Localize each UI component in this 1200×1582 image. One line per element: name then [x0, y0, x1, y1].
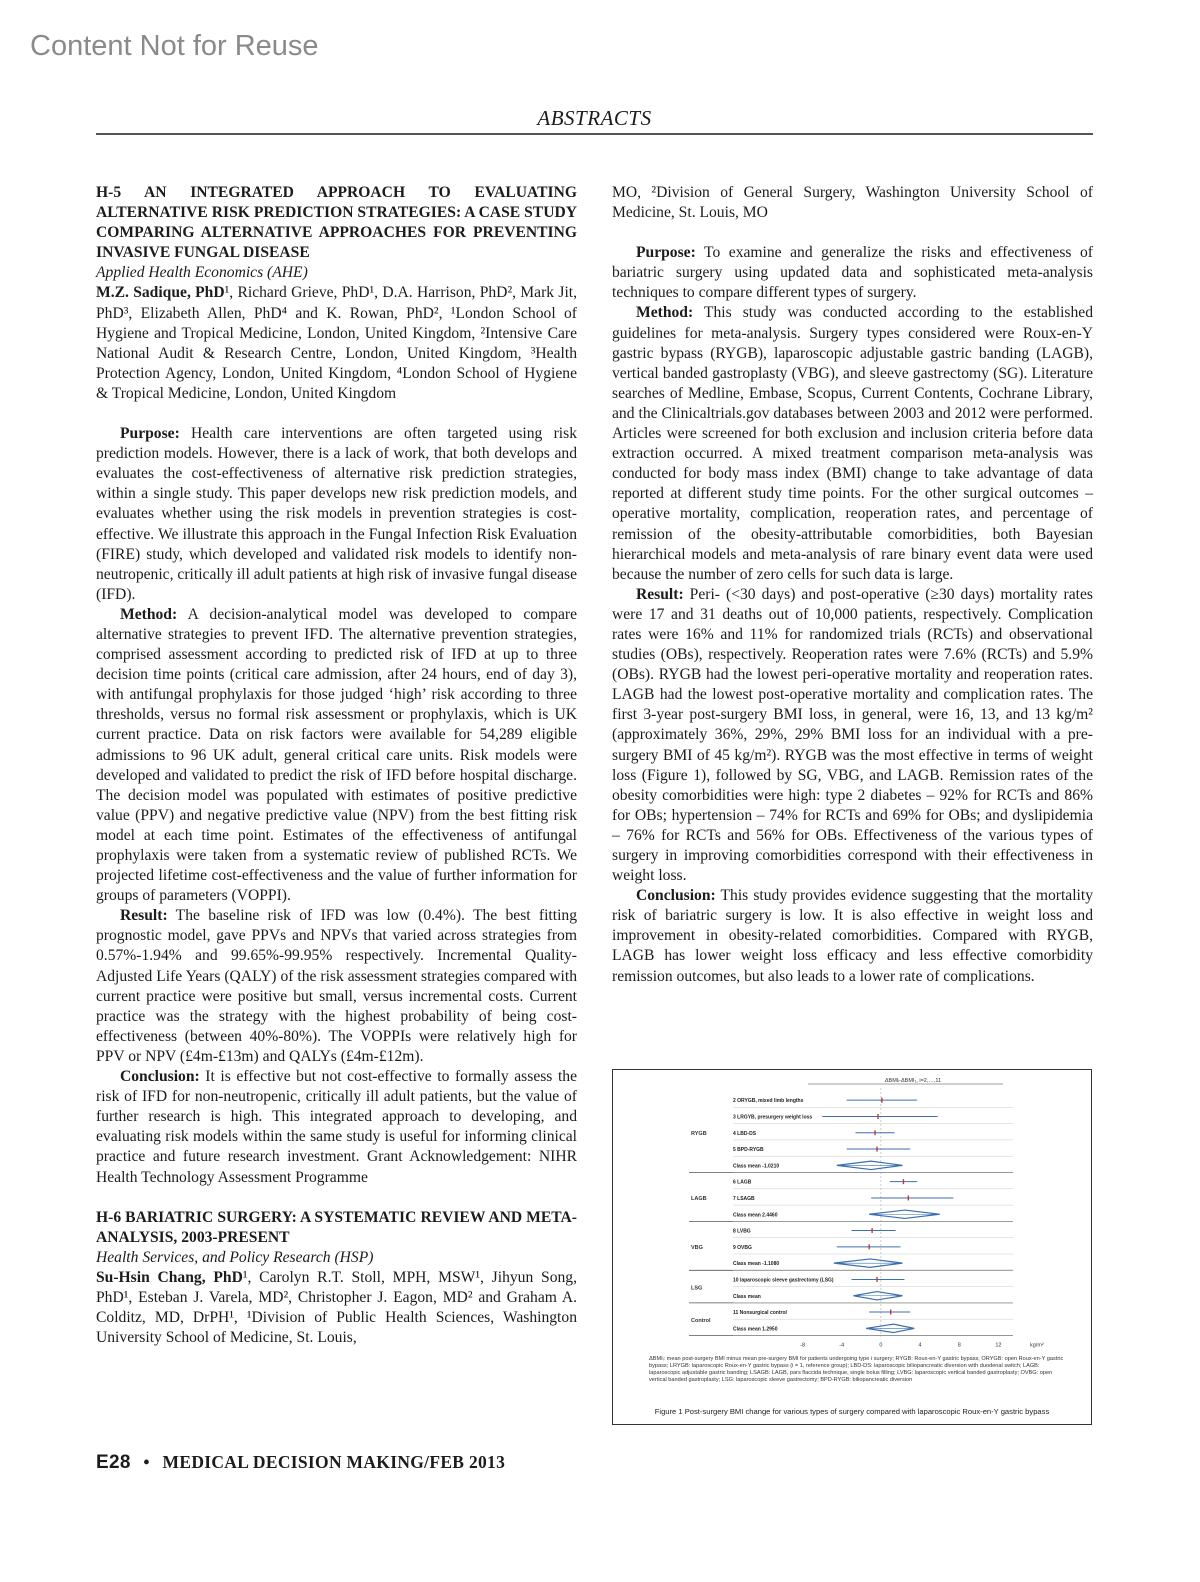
- left-column: [96, 183, 577, 1348]
- group-label: LSG: [691, 1285, 703, 1292]
- group-label: RYGB: [691, 1130, 707, 1137]
- row-label: Class mean -1.1080: [733, 1261, 780, 1268]
- abstract-h6-author-list: ¹, Carolyn R.T. Stoll, MPH, MSW¹, Jihyun Song, PhD¹, Esteban J. Varela, MD², Christopher J. Eagon, MD² and Graham A. Colditz, MD, DrPH¹, ¹Division of Public Health Sciences, Washington University School of Medicine, St. Louis,: [96, 1268, 577, 1347]
- forest-rows: [689, 1088, 1013, 1337]
- purpose-label: Purpose:: [636, 244, 696, 262]
- x-axis: [800, 1343, 1044, 1349]
- row-label: 10 laparoscopic sleeve gastrectomy (LSG): [733, 1277, 834, 1284]
- row-label: Class mean 2.4460: [733, 1212, 778, 1219]
- abstract-h5-conclusion: [96, 1067, 577, 1188]
- figure-1: [612, 1069, 1092, 1425]
- row-label: 2 ORYGB, mixed limb lengths: [733, 1098, 804, 1105]
- row-label: 9 OVBG: [733, 1244, 752, 1251]
- x-tick-label: -8: [800, 1342, 806, 1349]
- footer-bullet: •: [143, 1452, 150, 1472]
- purpose-text: Health care interventions are often targeted using risk prediction models. However, there is a lack of work, that both develops and evaluates the cost-effectiveness of alternative risk prediction strategies, within a single study. This paper develops new risk prediction models, and evaluates whether using the risk models in prevention strategies is cost-effective. We illustrate this approach in the Fungal Infection Risk Evaluation (FIRE) study, which developed and validated risk models to identify non-neutropenic, critically ill adult patients at high risk of invasive fungal disease (IFD).: [96, 425, 577, 603]
- method-label: Method:: [636, 304, 694, 322]
- abstract-h6-affiliation-continued: MO, ²Division of General Surgery, Washington University School of Medicine, St. Louis, MO: [612, 184, 1093, 222]
- method-text: A decision-analytical model was developed to compare alternative strategies to prevent IFD. The alternative prevention strategies, comprised assessment according to predicted risk of IFD at up to three decision time points (critical care admission, after 24 hours, end of day 3), with antifungal prophylaxis for those judged ‘high’ risk according to three thresholds, versus no formal risk assessment or prophylaxis, which is UK current practice. Data on risk factors were available for 54,289 eligible admissions to 96 UK adult, general critical care units. Risk models were developed and validated to predict the risk of IFD before hospital discharge. The decision model was populated with estimates of positive predictive value (PPV) and negative predictive value (NPV) from the best fitting risk model at each time point. Estimates of the effectiveness of antifungal prophylaxis were taken from a systematic review of published RCTs. We projected lifetime cost-effectiveness and the value of further information for groups of parameters (VOPPI).: [96, 605, 577, 905]
- group-label: VBG: [691, 1244, 703, 1251]
- header-rule: [96, 133, 1093, 135]
- row-label: Class mean: [733, 1293, 761, 1300]
- purpose-label: Purpose:: [120, 425, 180, 443]
- running-head: ABSTRACTS: [537, 106, 652, 130]
- purpose-text: To examine and generalize the risks and effectiveness of bariatric surgery using updated data and sophisticated meta-analysis techniques to compare different types of surgery.: [612, 244, 1093, 302]
- abstract-h6-conclusion: [612, 886, 1093, 986]
- figure-caption: Figure 1 Post-surgery BMI change for various types of surgery compared with laparoscopic Roux-en-Y gastric bypass: [654, 1407, 1050, 1416]
- conclusion-label: Conclusion:: [120, 1068, 200, 1086]
- x-tick-label: 8: [957, 1342, 961, 1349]
- x-tick-label: 4: [918, 1342, 922, 1349]
- conclusion-label: Conclusion:: [636, 887, 716, 905]
- figure-legend-note: ΔBMIᵢ: mean post-surgery BMI minus mean pre-surgery BMI for patients undergoing type i surgery; RYGB: Roux-en-Y gastric bypass; ORYGB: open Roux-en-Y gastric bypass; LRYGB: laparoscopic Roux-en-Y gastric bypass (i = 1, reference group); LBD-DS: laparoscopic biliopancreatic diversion with duodenal switch; LAGB: laparoscopic adjustable gastric banding; LSAGB: LAGB, pars flaccida technique, single bolus filling; LVBG: laparoscopic vertical banded gastroplasty; OVBG: open vertical banded gastroplasty; LSG: laparoscopic sleeve gastrectomy; BPD-RYGB: biliopancreatic diversion: [649, 1356, 1064, 1383]
- abstract-h5-result: [96, 906, 577, 1067]
- row-label: 4 LBD-DS: [733, 1130, 757, 1137]
- conclusion-text: This study provides evidence suggesting that the mortality risk of bariatric surgery is low. It is also effective in weight loss and improvement in obesity-related comorbidities. Compared with RYGB, LAGB has lower weight loss efficacy and less effective comorbidity remission outcomes, but also leads to a lower rate of complications.: [612, 887, 1093, 985]
- x-tick-label: -4: [839, 1342, 845, 1349]
- row-label: 11 Nonsurgical control: [733, 1310, 787, 1317]
- abstract-h5-method: [96, 605, 577, 906]
- result-text: The baseline risk of IFD was low (0.4%). The best fitting prognostic model, gave PPVs and NPVs that varied across strategies from 0.57%-1.94% and 99.65%-99.95% respectively. Incremental Quality-Adjusted Life Years (QALY) of the risk assessment strategies compared with current practice were positive but small, versus incremental costs. Current practice was the strategy with the highest probability of being cost-effectiveness (between 40%-80%). The VOPPIs were relatively high for PPV or NPV (£4m-£13m) and QALYs (£4m-£12m).: [96, 907, 577, 1065]
- abstract-h5-purpose: [96, 424, 577, 605]
- result-text: Peri- (<30 days) and post-operative (≥30 days) mortality rates were 17 and 31 deaths out of 10,000 patients, respectively. Complication rates were 16% and 11% for randomized trials (RCTs) and observational studies (OBs), respectively. Reoperation rates were 7.6% (RCTs) and 5.9% (OBs). RYGB had the lowest peri-operative mortality and reoperation rates. LAGB had the lowest post-operative mortality and complication rates. The first 3-year post-surgery BMI loss, in general, were 16, 13, and 13 kg/m² (approximately 36%, 29%, 29% BMI loss for an individual with a pre-surgery BMI of 45 kg/m²). RYGB was the most effective in terms of weight loss (Figure 1), followed by SG, VBG, and LAGB. Remission rates of the obesity comorbidities were high: type 2 diabetes – 92% for RCTs and 86% for OBs; hypertension – 74% for RCTs and 69% for OBs; and dyslipidemia – 76% for RCTs and 56% for OBs. Effectiveness of the various types of surgery in improving comorbidities correspond with their effectiveness in weight loss.: [612, 585, 1093, 885]
- method-text: This study was conducted according to the established guidelines for meta-analysis. Surgery types considered were Roux-en-Y gastric bypass (RYGB), laparoscopic adjustable gastric banding (LAGB), vertical banded gastroplasty (VBG), and sleeve gastrectomy (SG). Literature searches of Medline, Embase, Scopus, Current Contents, Cochrane Library, and the Clinicaltrials.gov databases between 2003 and 2012 were performed. Articles were screened for both exclusion and inclusion criteria before data extraction occurred. A mixed treatment comparison meta-analysis was conducted for body mass index (BMI) change to take advantage of data reported at different study time points. For the other surgical outcomes – operative mortality, complication, reoperation rates, and percentage of remission of the obesity-attributable comorbidities, both Bayesian hierarchical models and meta-analysis of rare binary event data were used because the number of zero cells for such data is large.: [612, 304, 1093, 583]
- row-label: 8 LVBG: [733, 1228, 751, 1235]
- abstract-h5-author-list: ¹, Richard Grieve, PhD¹, D.A. Harrison, PhD², Mark Jit, PhD³, Elizabeth Allen, PhD⁴ and K. Rowan, PhD², ¹London School of Hygiene and Tropical Medicine, London, United Kingdom, ²Intensive Care National Audit & Research Centre, London, United Kingdom, ³Health Protection Agency, London, United Kingdom, ⁴London School of Hygiene & Tropical Medicine, London, United Kingdom: [96, 284, 578, 402]
- x-tick-label: 0: [879, 1342, 883, 1349]
- x-axis-unit: kg/m²: [1030, 1342, 1044, 1349]
- result-label: Result:: [120, 907, 168, 925]
- abstract-h6-method: [612, 303, 1093, 584]
- result-label: Result:: [636, 585, 684, 603]
- group-label: Control: [691, 1318, 711, 1325]
- row-label: Class mean 1.2950: [733, 1326, 778, 1333]
- axis-header: ΔBMIᵢ-ΔBMI₁, i=2,…,11: [884, 1078, 942, 1084]
- abstract-h5-lead-author: M.Z. Sadique, PhD: [96, 284, 225, 302]
- watermark: Content Not for Reuse: [30, 30, 319, 62]
- abstract-h6-result: [612, 585, 1093, 886]
- group-label: LAGB: [691, 1195, 707, 1202]
- abstract-h5-authors: [96, 283, 577, 404]
- abstract-h6-title: H-6 BARIATRIC SURGERY: A SYSTEMATIC REVIEW AND META-ANALYSIS, 2003-PRESENT: [96, 1208, 577, 1246]
- row-label: 5 BPD-RYGB: [733, 1147, 764, 1154]
- abstract-h6-authors: [96, 1268, 577, 1348]
- abstract-h6-category: Health Services, and Policy Research (HSP): [96, 1248, 374, 1266]
- method-label: Method:: [120, 605, 178, 623]
- row-label: Class mean -1.0210: [733, 1163, 780, 1170]
- abstract-h5-category: Applied Health Economics (AHE): [96, 264, 308, 282]
- page-footer: [96, 1452, 505, 1474]
- forest-plot: [613, 1070, 1090, 1360]
- abstract-h6-purpose: [612, 243, 1093, 303]
- journal-name: MEDICAL DECISION MAKING/FEB 2013: [162, 1452, 506, 1472]
- abstract-h5-title: H-5 AN INTEGRATED APPROACH TO EVALUATING ALTERNATIVE RISK PREDICTION STRATEGIES: A CASE STUDY COMPARING ALTERNATIVE APPROACHES FOR PREVENTING INVASIVE FUNGAL DISEASE: [96, 184, 577, 262]
- row-label: 7 LSAGB: [733, 1195, 755, 1202]
- conclusion-text: It is effective but not cost-effective to formally assess the risk of IFD for non-neutropenic, critically ill adult patients, but the value of further research is high. This integrated approach to developing, and evaluating risk models within the same study is useful for informing clinical practice and future research investment. Grant Acknowledgement: NIHR Health Technology Assessment Programme: [96, 1068, 577, 1186]
- right-column: [612, 183, 1093, 987]
- abstract-h6-lead-author: Su-Hsin Chang, PhD: [96, 1268, 243, 1286]
- row-label: 6 LAGB: [733, 1179, 752, 1186]
- x-tick-label: 12: [995, 1342, 1002, 1349]
- page-number: E28: [96, 1452, 131, 1473]
- row-label: 3 LRGYB, presurgery weight loss: [733, 1114, 813, 1121]
